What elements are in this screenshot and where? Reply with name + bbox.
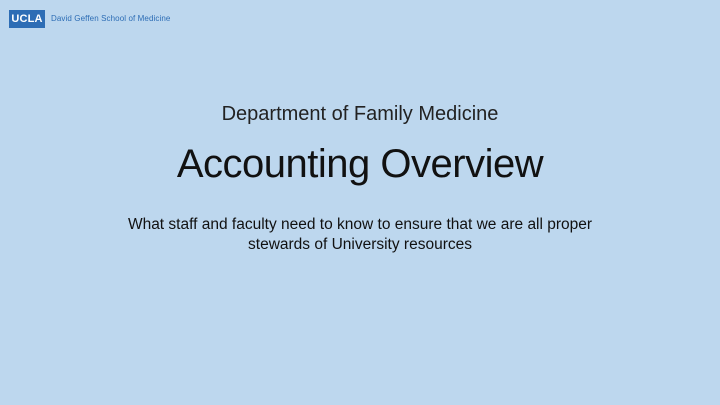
slide-title: Accounting Overview <box>176 142 544 186</box>
department-heading: Department of Family Medicine <box>221 103 499 125</box>
ucla-logo: UCLA <box>9 10 45 28</box>
slide-subtitle: What staff and faculty need to know to ensure that we are all proper stewards of University resources <box>127 216 593 253</box>
school-name: David Geffen School of Medicine <box>51 14 171 23</box>
